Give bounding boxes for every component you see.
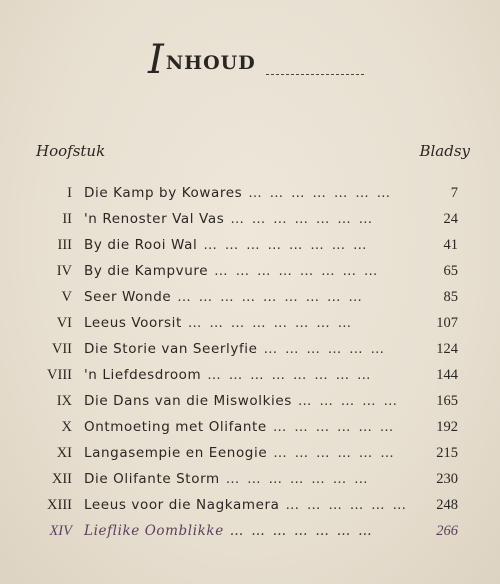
page-number: 124 bbox=[436, 341, 458, 357]
title-initial: I bbox=[148, 37, 164, 83]
chapter-number: VI bbox=[56, 315, 72, 331]
chapter-number: XII bbox=[51, 471, 72, 487]
leader-dots: … … … … … … bbox=[272, 419, 396, 435]
toc-entry bbox=[0, 284, 500, 310]
page-number: 107 bbox=[436, 315, 458, 331]
chapter-title: 'n Renoster Val Vas bbox=[84, 211, 225, 227]
leader-dots: … … … … … … … bbox=[225, 471, 370, 487]
chapter-title: Seer Wonde bbox=[84, 289, 172, 305]
page-number: 41 bbox=[443, 237, 458, 253]
chapter-title: Leeus voor die Nagkamera bbox=[84, 497, 280, 513]
chapter-number: XIV bbox=[49, 523, 72, 539]
chapter-title: Die Dans van die Miswolkies bbox=[84, 393, 292, 409]
leader-dots: … … … … … … bbox=[263, 341, 386, 357]
toc-entry bbox=[0, 232, 500, 258]
toc-entry bbox=[0, 258, 500, 284]
toc-entry bbox=[0, 492, 500, 518]
chapter-number: XIII bbox=[47, 497, 72, 513]
title-text: NHOUD bbox=[165, 52, 256, 74]
toc-entry bbox=[0, 414, 500, 440]
chapter-title: Lieflike Oomblikke bbox=[84, 523, 224, 539]
page-number: 24 bbox=[443, 211, 458, 227]
page-number: 85 bbox=[443, 289, 458, 305]
leader-dots: … … … … … … … bbox=[229, 523, 374, 539]
chapter-number: IV bbox=[56, 263, 72, 279]
page-number: 144 bbox=[436, 367, 458, 383]
chapter-title: Die Storie van Seerlyfie bbox=[84, 341, 258, 357]
chapter-title: Langasempie en Eenogie bbox=[84, 445, 268, 461]
chapter-number: X bbox=[61, 419, 72, 435]
toc-entry bbox=[0, 206, 500, 232]
leader-dots: … … … … … … … … bbox=[187, 315, 353, 331]
leader-dots: … … … … … … bbox=[273, 445, 396, 461]
chapter-title: Die Kamp by Kowares bbox=[84, 185, 243, 201]
toc-entry-handwritten bbox=[0, 518, 500, 544]
page-title bbox=[148, 37, 256, 83]
page-number: 65 bbox=[443, 263, 458, 279]
chapter-number: III bbox=[57, 237, 72, 253]
toc-entry bbox=[0, 440, 500, 466]
chapter-number: VII bbox=[51, 341, 72, 357]
chapter-column-header: Hoofstuk bbox=[36, 142, 106, 160]
leader-dots: … … … … … bbox=[297, 393, 399, 409]
page-number: 230 bbox=[436, 471, 458, 487]
toc-entry bbox=[0, 466, 500, 492]
leader-dots: … … … … … … … … bbox=[203, 237, 369, 253]
leader-dots: … … … … … … … … bbox=[214, 263, 380, 279]
toc-entry bbox=[0, 336, 500, 362]
chapter-title: By die Rooi Wal bbox=[84, 237, 198, 253]
chapter-number: VIII bbox=[47, 367, 72, 383]
leader-dots: … … … … … … … bbox=[230, 211, 374, 227]
page-number: 248 bbox=[436, 497, 458, 513]
leader-dots: … … … … … … bbox=[285, 497, 408, 513]
page-number: 215 bbox=[436, 445, 458, 461]
chapter-number: XI bbox=[56, 445, 72, 461]
page-number: 7 bbox=[450, 185, 458, 201]
leader-dots: … … … … … … … … … bbox=[177, 289, 364, 305]
chapter-number: I bbox=[67, 185, 72, 201]
page-column-header: Bladsy bbox=[419, 142, 470, 160]
leader-dots: … … … … … … … bbox=[248, 185, 392, 201]
chapter-title: Leeus Voorsit bbox=[84, 315, 182, 331]
title-underline bbox=[266, 74, 364, 75]
chapter-title: Die Olifante Storm bbox=[84, 471, 220, 487]
toc-entry bbox=[0, 362, 500, 388]
chapter-title: By die Kampvure bbox=[84, 263, 209, 279]
toc-entry bbox=[0, 310, 500, 336]
page-number: 266 bbox=[436, 523, 458, 539]
leader-dots: … … … … … … … … bbox=[207, 367, 373, 383]
page-number: 192 bbox=[436, 419, 458, 435]
chapter-number: II bbox=[62, 211, 72, 227]
page-number: 165 bbox=[436, 393, 458, 409]
chapter-title: Ontmoeting met Olifante bbox=[84, 419, 267, 435]
toc-entry bbox=[0, 180, 500, 206]
chapter-number: IX bbox=[56, 393, 72, 409]
toc-entry bbox=[0, 388, 500, 414]
chapter-title: 'n Liefdesdroom bbox=[84, 367, 202, 383]
chapter-number: V bbox=[61, 289, 72, 305]
table-of-contents bbox=[0, 180, 500, 544]
